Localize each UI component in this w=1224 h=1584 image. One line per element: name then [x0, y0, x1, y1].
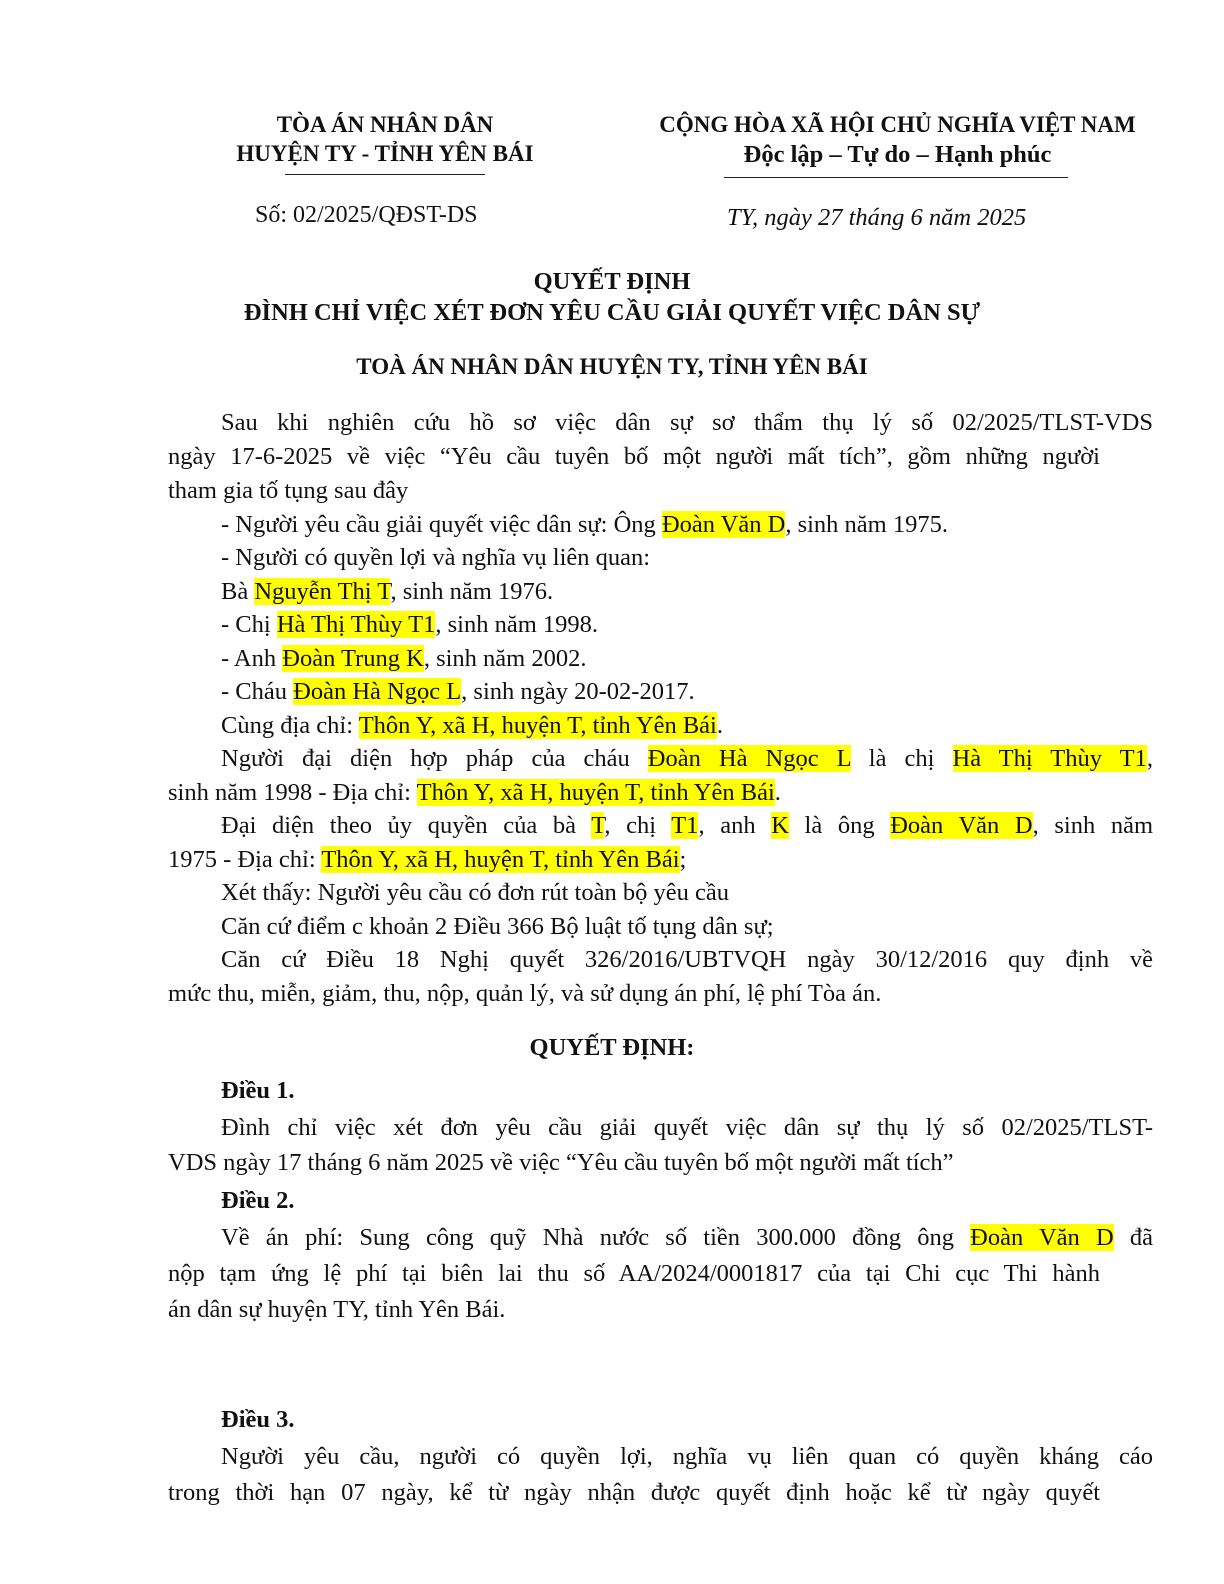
- text-segment: sinh năm 1998 - Địa chỉ:: [168, 779, 417, 806]
- article-2-line2: nộp tạm ứng lệ phí tại biên lai thu số AA/2024/0001817 của tại Chi cục Thi hành: [168, 1260, 1100, 1287]
- text-segment: là chị: [850, 745, 953, 772]
- text-segment: , sinh ngày 20-02-2017.: [461, 678, 695, 705]
- text-segment: Người đại diện hợp pháp của cháu: [221, 745, 648, 772]
- body-p1-line1: Sau khi nghiên cứu hồ sơ việc dân sự sơ thẩm thụ lý số 02/2025/TLST-VDS: [221, 409, 1153, 436]
- legal-rep-line1: [168, 742, 1153, 775]
- text-segment: - Người yêu cầu giải quyết việc dân sự: Ông: [221, 511, 662, 538]
- party-l-name: Đoàn Hà Ngọc L: [293, 678, 462, 705]
- motto-underline: [724, 177, 1068, 178]
- legal-rep-child-name: Đoàn Hà Ngọc L: [647, 745, 851, 772]
- text-segment: - Chị: [221, 611, 277, 638]
- related-parties-label: - Người có quyền lợi và nghĩa vụ liên quan:: [221, 544, 651, 571]
- authorized-rep-line2: [168, 843, 1100, 876]
- party-t1-line: [168, 608, 1153, 641]
- party-l-line: [168, 675, 1153, 708]
- authorized-rep-name: Đoàn Văn D: [890, 812, 1033, 839]
- legal-rep-line2: [168, 776, 1100, 809]
- legal-rep-name: Hà Thị Thùy T1: [952, 745, 1147, 772]
- article-1-line2: VDS ngày 17 tháng 6 năm 2025 về việc “Yêu cầu tuyên bố một người mất tích”: [168, 1149, 954, 1176]
- article-1-title: Điều 1.: [221, 1077, 295, 1104]
- nation-motto: Độc lập – Tự do – Hạnh phúc: [743, 141, 1052, 168]
- text-segment: , sinh năm 1975.: [785, 511, 948, 538]
- legal-basis-2-line1: Căn cứ Điều 18 Nghị quyết 326/2016/UBTVQH ngày 30/12/2016 quy định về: [221, 946, 1153, 973]
- text-segment: ;: [679, 846, 687, 873]
- text-segment: - Cháu: [221, 678, 294, 705]
- requester-line: [168, 508, 1153, 541]
- party-t1-name: Hà Thị Thùy T1: [276, 611, 436, 638]
- court-underline: [285, 174, 485, 175]
- party-t-name: Nguyễn Thị T: [254, 578, 391, 605]
- decision-heading: QUYẾT ĐỊNH:: [529, 1034, 695, 1061]
- text-segment: là ông: [788, 812, 891, 839]
- text-segment: ,: [1146, 745, 1153, 772]
- text-segment: Về án phí: Sung công quỹ Nhà nước số tiền 300.000 đồng ông: [221, 1224, 971, 1251]
- legal-rep-address: Thôn Y, xã H, huyện T, tỉnh Yên Bái: [416, 779, 775, 806]
- title-line2: ĐÌNH CHỈ VIỆC XÉT ĐƠN YÊU CẦU GIẢI QUYẾT VIỆC DÂN SỰ: [243, 299, 981, 326]
- text-segment: 1975 - Địa chỉ:: [168, 846, 322, 873]
- article-3-line1: Người yêu cầu, người có quyền lợi, nghĩa vụ liên quan có quyền kháng cáo: [221, 1443, 1153, 1470]
- shared-address-line: [168, 709, 1153, 742]
- party-k-line: [168, 642, 1153, 675]
- highlighted-text: T1: [671, 812, 699, 839]
- highlighted-text: T: [591, 812, 605, 839]
- article-3-title: Điều 3.: [221, 1406, 295, 1433]
- article-2-line3: án dân sự huyện TY, tỉnh Yên Bái.: [168, 1296, 506, 1323]
- body-p1-line3: tham gia tố tụng sau đây: [168, 477, 409, 504]
- party-t-line: [168, 575, 1153, 608]
- text-segment: - Anh: [221, 645, 283, 672]
- text-segment: đã: [1113, 1224, 1154, 1251]
- title-line1: QUYẾT ĐỊNH: [533, 268, 691, 295]
- text-segment: .: [716, 712, 723, 739]
- legal-basis-2-line2: mức thu, miễn, giảm, thu, nộp, quản lý, và sử dụng án phí, lệ phí Tòa án.: [168, 980, 882, 1007]
- document-number: Số: 02/2025/QĐST-DS: [255, 202, 478, 228]
- court-full-name: TOÀ ÁN NHÂN DÂN HUYỆN TY, TỈNH YÊN BÁI: [356, 354, 868, 379]
- text-segment: Bà: [221, 578, 255, 605]
- text-segment: , sinh năm: [1032, 812, 1154, 839]
- text-segment: , sinh năm 2002.: [423, 645, 587, 672]
- article-3-line2: trong thời hạn 07 ngày, kể từ ngày nhận được quyết định hoặc kể từ ngày quyết: [168, 1479, 1100, 1506]
- consideration-line: Xét thấy: Người yêu cầu có đơn rút toàn bộ yêu cầu: [221, 879, 729, 906]
- text-segment: , anh: [698, 812, 772, 839]
- text-segment: , sinh năm 1998.: [435, 611, 599, 638]
- court-name-line2: HUYỆN TY - TỈNH YÊN BÁI: [236, 141, 534, 166]
- text-segment: Cùng địa chỉ:: [221, 712, 359, 739]
- article-2-line1: [168, 1221, 1153, 1254]
- text-segment: .: [774, 779, 781, 806]
- court-name-line1: TÒA ÁN NHÂN DÂN: [276, 112, 494, 137]
- text-segment: , chị: [604, 812, 672, 839]
- text-segment: Đại diện theo ủy quyền của bà: [221, 812, 592, 839]
- article-2-title: Điều 2.: [221, 1187, 295, 1214]
- document-date: TY, ngày 27 tháng 6 năm 2025: [727, 204, 1027, 231]
- requester-name: Đoàn Văn D: [661, 511, 786, 538]
- article-1-line1: Đình chỉ việc xét đơn yêu cầu giải quyết việc dân sự thụ lý số 02/2025/TLST-: [221, 1114, 1153, 1141]
- authorized-rep-address: Thôn Y, xã H, huyện T, tỉnh Yên Bái: [321, 846, 680, 873]
- highlighted-text: K: [771, 812, 789, 839]
- nation-line1: CỘNG HÒA XÃ HỘI CHỦ NGHĨA VIỆT NAM: [659, 112, 1136, 137]
- legal-basis-1: Căn cứ điểm c khoản 2 Điều 366 Bộ luật tố tụng dân sự;: [221, 913, 774, 940]
- body-p1-line2: ngày 17-6-2025 về việc “Yêu cầu tuyên bố một người mất tích”, gồm những người: [168, 443, 1100, 470]
- authorized-rep-line1: [168, 809, 1153, 842]
- shared-address: Thôn Y, xã H, huyện T, tỉnh Yên Bái: [358, 712, 717, 739]
- party-k-name: Đoàn Trung K: [282, 645, 424, 672]
- text-segment: , sinh năm 1976.: [390, 578, 554, 605]
- article-2-name: Đoàn Văn D: [970, 1224, 1114, 1251]
